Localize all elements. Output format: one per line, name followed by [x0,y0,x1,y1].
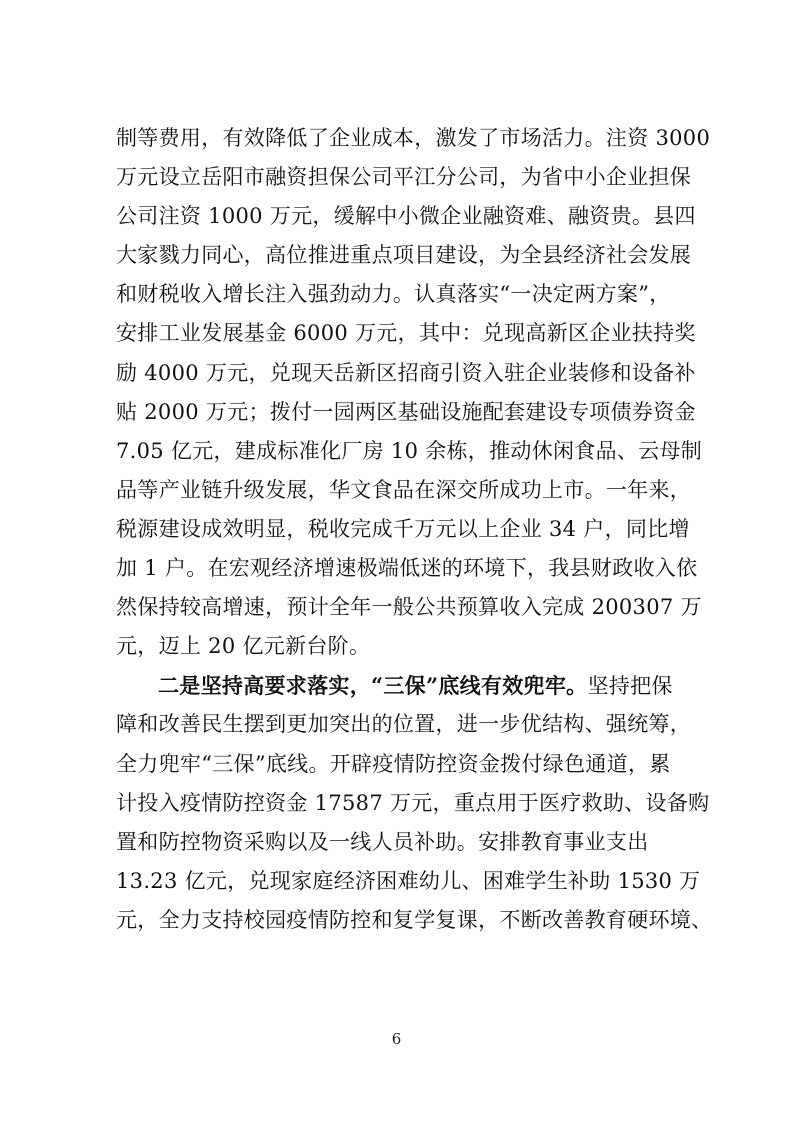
text-line: 然保持较高增速，预计全年一般公共预算收入完成 200307 万 [116,595,702,620]
page-number: 6 [391,1030,402,1048]
section-heading-continuation: 坚持把保 [587,674,673,699]
text-line: 大家戮力同心，高位推进重点项目建设，为全县经济社会发展 [116,243,692,268]
text-line: 励 4000 万元，兑现天岳新区招商引资入驻企业装修和设备补 [116,360,696,385]
text-line: 置和防控物资采购以及一线人员补助。安排教育事业支出 [116,829,649,854]
text-line: 公司注资 1000 万元，缓解中小微企业融资难、融资贵。县四 [116,204,696,229]
text-line: 加 1 户。在宏观经济增速极端低迷的环境下，我县财政收入依 [116,556,698,581]
text-line: 元，迈上 20 亿元新台阶。 [116,634,371,659]
section-heading: 二是坚持高要求落实，“三保”底线有效兜牢。 [158,673,588,699]
text-line: 元，全力支持校园疫情防控和复学复课，不断改善教育硬环境、 [116,907,713,932]
text-line: 税源建设成效明显，税收完成千万元以上企业 34 户，同比增 [116,516,690,541]
text-line: 全力兜牢“三保”底线。开辟疫情防控资金拨付绿色通道，累 [116,751,671,776]
text-line: 品等产业链升级发展，华文食品在深交所成功上市。一年来， [116,477,692,502]
text-line: 万元设立岳阳市融资担保公司平江分公司，为省中小企业担保 [116,165,692,190]
text-line: 13.23 亿元，兑现家庭经济困难幼儿、困难学生补助 1530 万 [116,868,701,893]
body-text [116,119,713,940]
text-line: 贴 2000 万元；拨付一园两区基础设施配套建设专项债券资金 [116,399,696,424]
text-line: 和财税收入增长注入强劲动力。认真落实“一决定两方案”， [116,282,671,307]
text-line: 7.05 亿元，建成标准化厂房 10 余栋，推动休闲食品、云母制 [116,438,703,463]
text-line: 安排工业发展基金 6000 万元，其中：兑现高新区企业扶持奖 [116,321,696,346]
section-heading-line [116,666,682,705]
text-line: 制等费用，有效降低了企业成本，激发了市场活力。注资 3000 [116,126,711,150]
text-line: 障和改善民生摆到更加突出的位置，进一步优结构、强统筹， [116,712,692,737]
text-line: 计投入疫情防控资金 17587 万元，重点用于医疗救助、设备购 [116,790,710,815]
